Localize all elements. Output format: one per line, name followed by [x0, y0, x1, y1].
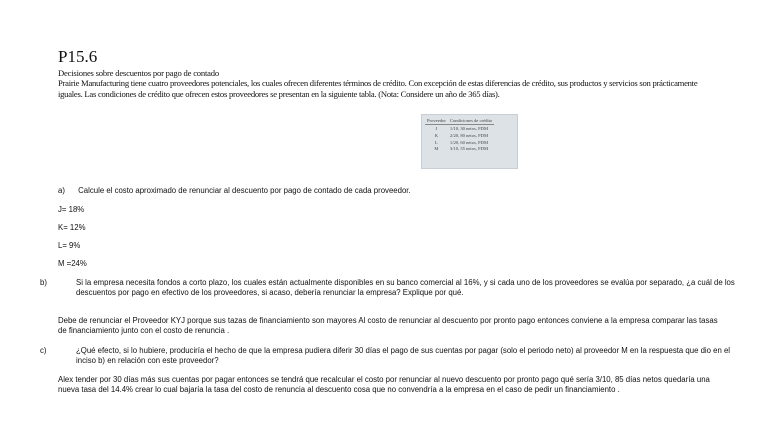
question-text: Si la empresa necesita fondos a corto plazo, los cuales están actualmente disponibles en su banco comercial al 16%, y si cada uno de los proveedores se evalúa por separado, ¿a cuál de los descuentos por pago en efectivo de los proveedores, si acaso, debería renunciar la empresa? Explique por qué.	[76, 278, 735, 297]
question-text: ¿Qué efecto, si lo hubiere, produciría el hecho de que la empresa pudiera diferir 30 días el pago de sus cuentas por pagar (solo el periodo neto) al proveedor M en la respuesta que dio en el inciso b) en relación con este proveedor?	[76, 346, 731, 365]
question-number: c)	[40, 346, 47, 355]
table-row	[425, 132, 494, 139]
credit-terms-table-image	[421, 114, 518, 169]
table-cell-supplier: J	[435, 126, 438, 131]
table-cell-supplier: K	[434, 132, 439, 138]
table-row	[425, 145, 494, 152]
table-row	[425, 139, 494, 146]
table-header-cell: Condiciones de crédito	[449, 118, 493, 123]
question-number: a)	[58, 186, 65, 195]
answer-b: Debe de renunciar el Proveedor KYJ porque sus tazas de financiamiento son mayores Al costo de renunciar al descuento por pronto pago entonces conviene a la empresa comparar las tasas de financiamiento junto con el costo de renuncia .	[58, 316, 718, 335]
answer-c: Alex tender por 30 días más sus cuentas por pagar entonces se tendrá que recalcular el costo por renunciar al nuevo descuento por pronto pago qué sería 3/10, 85 días netos quedaría una nueva tasa del 14.4% crear lo cual bajaría la tasa del costo de renuncia al descuento cosa que no convendría a la empresa en el caso de pedir un financiamiento .	[58, 375, 710, 394]
question-text: Calcule el costo aproximado de renunciar al descuento por pago de contado de cada proveedor.	[78, 186, 411, 195]
table-header-cell: Proveedor	[427, 118, 446, 123]
table-cell-terms: 1/20, 60 netos, FDM	[449, 139, 489, 145]
table-cell-supplier: L	[435, 139, 438, 145]
question-a	[58, 186, 718, 196]
answer-a-l: L= 9%	[58, 241, 81, 250]
table-row	[425, 125, 494, 132]
table-cell-terms: 1/10, 30 netos, FDM	[449, 126, 489, 131]
credit-terms-table	[425, 118, 494, 152]
table-cell-terms: 3/10, 55 netos, FDM	[449, 146, 489, 152]
section-subtitle: Decisiones sobre descuentos por pago de contado	[58, 68, 219, 78]
answer-a-m: M =24%	[58, 259, 87, 268]
answer-a-j: J= 18%	[58, 205, 85, 214]
page-title: P15.6	[58, 47, 98, 66]
question-b	[40, 278, 736, 298]
answer-a-k: K= 12%	[58, 223, 86, 232]
table-cell-supplier: M	[434, 146, 439, 152]
table-cell-terms: 2/20, 80 netos, FDM	[449, 132, 489, 138]
question-c	[40, 346, 736, 366]
intro-paragraph: Prairie Manufacturing tiene cuatro proveedores potenciales, los cuales ofrecen diferentes términos de crédito. Con excepción de estas diferencias de crédito, sus productos y servicios son prácticamente iguales. Las condiciones de crédito que ofrecen estos proveedores se presentan en la siguiente tabla. (Nota: Considere un año de 365 días).	[58, 78, 698, 99]
question-number: b)	[40, 278, 47, 287]
